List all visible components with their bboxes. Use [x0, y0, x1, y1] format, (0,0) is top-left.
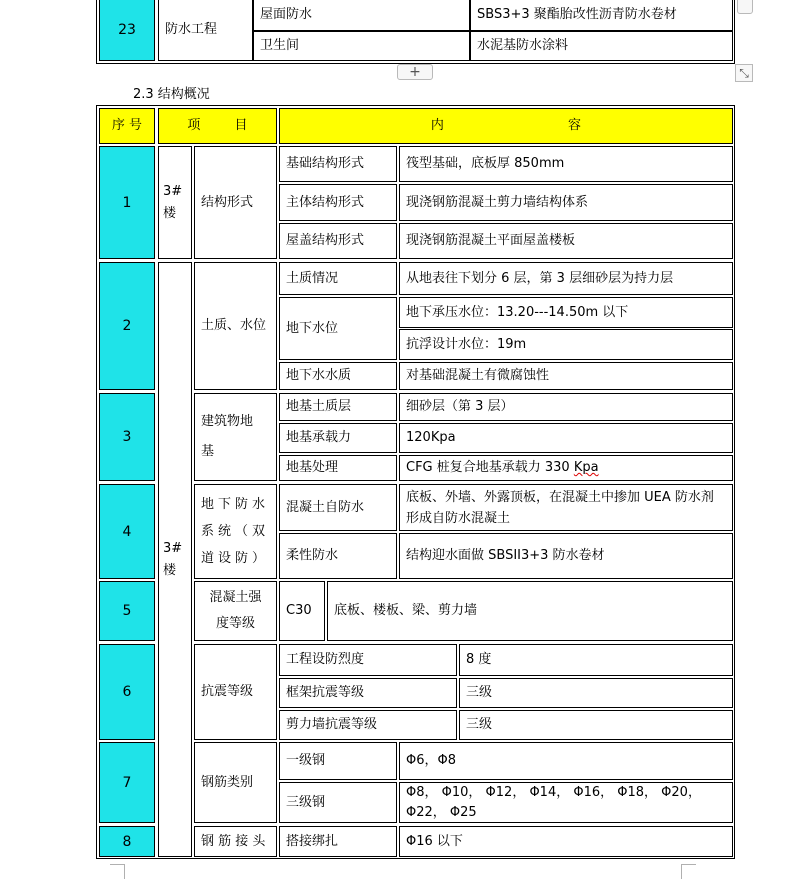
- item-rebar-type: 钢筋类别: [194, 742, 277, 823]
- concrete-grade: C30: [279, 581, 325, 641]
- label-foundation-treatment: 地基处理: [279, 455, 397, 481]
- header-content: 内 容: [279, 108, 733, 144]
- header-item: 项 目: [158, 108, 277, 144]
- label-groundwater-level: 地下水位: [279, 297, 397, 360]
- item-concrete-grade: 混凝土强度等级: [194, 581, 277, 641]
- seq-7: 7: [99, 742, 155, 823]
- table-resize-handle[interactable]: ⤡: [735, 64, 753, 82]
- building-label-a: 3#楼: [158, 146, 192, 259]
- label-soil-condition: 土质情况: [279, 262, 397, 295]
- label-fortification-intensity: 工程设防烈度: [279, 644, 457, 676]
- label-roof-structure: 屋盖结构形式: [279, 223, 397, 259]
- value-roof-structure: 现浇钢筋混凝土平面屋盖楼板: [399, 223, 733, 259]
- label-groundwater-quality: 地下水水质: [279, 362, 397, 390]
- label-grade3-steel: 三级钢: [279, 782, 397, 823]
- seq-2: 2: [99, 262, 155, 390]
- scroll-handle[interactable]: [737, 0, 753, 14]
- value-foundation-structure: 筏型基础，底板厚 850mm: [399, 146, 733, 182]
- value-fortification-intensity: 8 度: [459, 644, 733, 676]
- add-row-button[interactable]: +: [397, 64, 433, 80]
- top-seq-cell: 23: [99, 0, 155, 61]
- crop-mark-right: [681, 864, 696, 879]
- value-concrete-self-waterproof: 底板、外墙、外露顶板，在混凝土中掺加 UEA 防水剂形成自防水混凝土: [399, 484, 733, 531]
- label-foundation-structure: 基础结构形式: [279, 146, 397, 182]
- label-concrete-self-waterproof: 混凝土自防水: [279, 484, 397, 531]
- value-flexible-waterproof: 结构迎水面做 SBSII3+3 防水卷材: [399, 533, 733, 579]
- value-frame-seismic: 三级: [459, 678, 733, 708]
- label-main-structure: 主体结构形式: [279, 184, 397, 221]
- concrete-grade-scope: 底板、楼板、梁、剪力墙: [327, 581, 733, 641]
- item-rebar-joint: 钢 筋 接 头: [194, 826, 277, 857]
- crop-mark-left: [110, 864, 125, 879]
- top-item-cell: 防水工程: [158, 0, 253, 61]
- section-title: 2.3 结构概况: [133, 87, 210, 102]
- label-frame-seismic: 框架抗震等级: [279, 678, 457, 708]
- value-confined-water-level: 地下承压水位：13.20---14.50m 以下: [399, 297, 733, 328]
- value-groundwater-quality: 对基础混凝土有微腐蚀性: [399, 362, 733, 390]
- label-grade1-steel: 一级钢: [279, 742, 397, 780]
- label-bearing-capacity: 地基承载力: [279, 423, 397, 453]
- label-shearwall-seismic: 剪力墙抗震等级: [279, 710, 457, 740]
- seq-8: 8: [99, 826, 155, 857]
- item-seismic-grade: 抗震等级: [194, 644, 277, 740]
- item-foundation: 建筑物地 基: [194, 393, 277, 481]
- value-lap-binding: Φ16 以下: [399, 826, 733, 857]
- seq-5: 5: [99, 581, 155, 641]
- value-shearwall-seismic: 三级: [459, 710, 733, 740]
- seq-6: 6: [99, 644, 155, 740]
- value-main-structure: 现浇钢筋混凝土剪力墙结构体系: [399, 184, 733, 221]
- value-bearing-capacity: 120Kpa: [399, 423, 733, 453]
- top-part-toilet: 卫生间: [253, 31, 470, 61]
- header-seq: 序 号: [99, 108, 155, 144]
- spellcheck-flag: Kpa: [573, 460, 599, 475]
- seq-4: 4: [99, 484, 155, 579]
- top-material-roof: SBS3+3 聚酯胎改性沥青防水卷材: [470, 0, 733, 31]
- item-structure-form: 结构形式: [194, 146, 277, 259]
- top-part-roof: 屋面防水: [253, 0, 470, 31]
- label-lap-binding: 搭接绑扎: [279, 826, 397, 857]
- label-foundation-soil: 地基土质层: [279, 393, 397, 421]
- item-soil-water: 土质、水位: [194, 262, 277, 390]
- value-grade3-steel: Φ8， Φ10， Φ12， Φ14， Φ16， Φ18， Φ20， Φ22， Φ25: [399, 782, 733, 823]
- value-soil-condition: 从地表往下划分 6 层，第 3 层细砂层为持力层: [399, 262, 733, 295]
- seq-3: 3: [99, 393, 155, 481]
- value-grade1-steel: Φ6，Φ8: [399, 742, 733, 780]
- label-flexible-waterproof: 柔性防水: [279, 533, 397, 579]
- seq-1: 1: [99, 146, 155, 259]
- value-foundation-treatment: CFG 桩复合地基承载力 330 Kpa: [399, 455, 733, 481]
- building-label-b: 3#楼: [158, 262, 192, 857]
- value-foundation-soil: 细砂层（第 3 层）: [399, 393, 733, 421]
- item-underground-waterproof: 地下防水系统（双道设防）: [194, 484, 277, 579]
- top-material-toilet: 水泥基防水涂料: [470, 31, 733, 61]
- value-antifloat-water-level: 抗浮设计水位：19m: [399, 329, 733, 360]
